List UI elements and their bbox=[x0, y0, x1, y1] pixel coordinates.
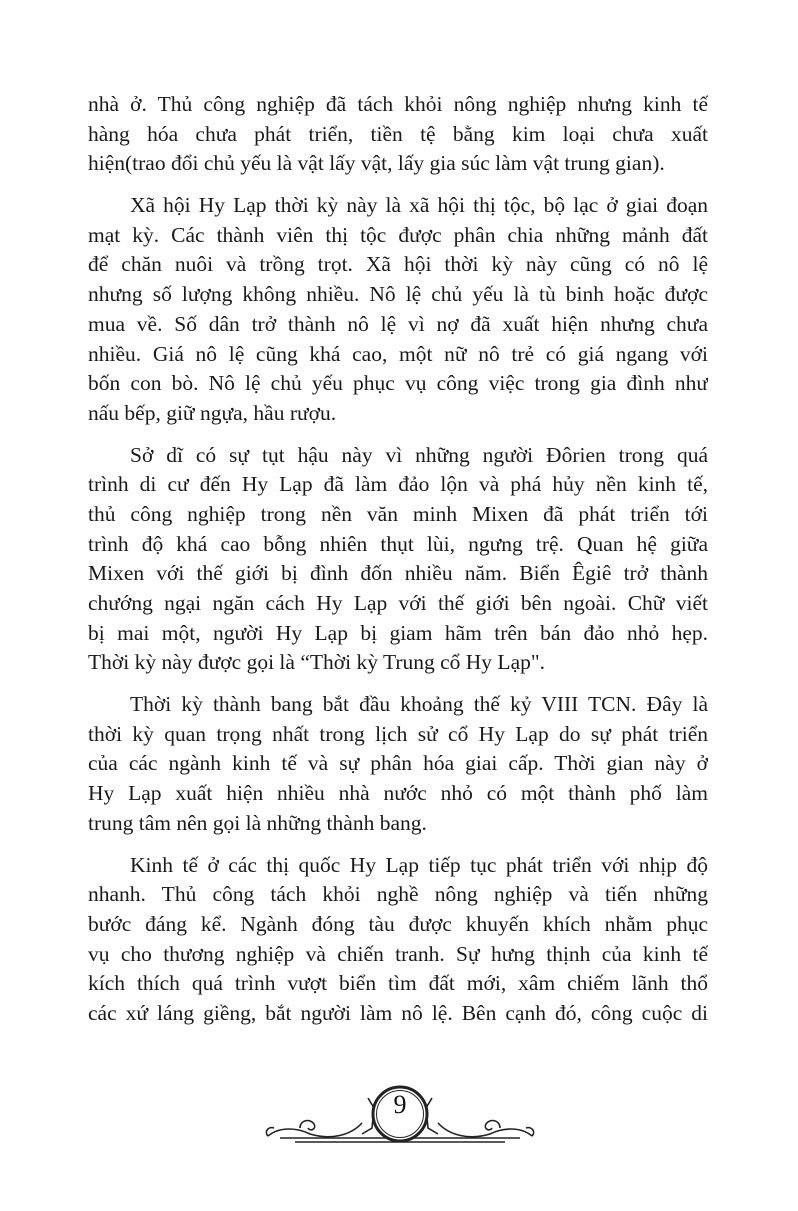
text-line: Sở dĩ có sự tụt hậu này vì những người Đôrien trong quá bbox=[130, 442, 708, 467]
text-line: Thời kỳ này được gọi là “Thời kỳ Trung cổ Hy Lạp". bbox=[88, 650, 546, 675]
paragraph bbox=[88, 690, 708, 838]
text-line: nhưng số lượng không nhiều. Nô lệ chủ yếu là tù binh hoặc được bbox=[88, 282, 708, 307]
text-line: Mixen với thế giới bị đình đốn nhiều năm. Biển Êgiê trở thành bbox=[88, 561, 708, 586]
page-footer-ornament bbox=[250, 1078, 550, 1153]
text-line: kích thích quá trình vượt biển tìm đất mới, xâm chiếm lãnh thổ bbox=[88, 971, 708, 996]
text-line: bước đáng kể. Ngành đóng tàu được khuyến khích nhằm phục bbox=[88, 911, 708, 936]
text-line: trình độ khá cao bỗng nhiên thụt lùi, ngưng trệ. Quan hệ giữa bbox=[88, 531, 708, 556]
body-text bbox=[88, 90, 708, 1041]
text-line: của các ngành kinh tế và sự phân hóa giai cấp. Thời gian này ở bbox=[88, 751, 708, 776]
text-line: nhà ở. Thủ công nghiệp đã tách khỏi nông nghiệp nhưng kinh tế bbox=[88, 92, 708, 116]
text-line: hiện(trao đổi chủ yếu là vật lấy vật, lấy gia súc làm vật trung gian). bbox=[88, 151, 665, 176]
text-line: nấu bếp, giữ ngựa, hầu rượu. bbox=[88, 400, 337, 425]
text-line: trung tâm nên gọi là những thành bang. bbox=[88, 810, 427, 835]
text-line: các xứ láng giềng, bắt người làm nô lệ. Bên cạnh đó, công cuộc di bbox=[88, 1000, 708, 1025]
text-line: Hy Lạp xuất hiện nhiều nhà nước nhỏ có một thành phố làm bbox=[88, 781, 708, 806]
text-line: chướng ngại ngăn cách Hy Lạp với thế giới bên ngoài. Chữ viết bbox=[88, 591, 708, 615]
text-line: Kinh tế ở các thị quốc Hy Lạp tiếp tục phát triển với nhịp độ bbox=[130, 852, 708, 877]
paragraph bbox=[88, 191, 708, 429]
page-number: 9 bbox=[393, 1090, 407, 1119]
text-line: trình di cư đến Hy Lạp đã làm đảo lộn và phá hủy nền kinh tế, bbox=[88, 472, 708, 497]
text-line: hàng hóa chưa phát triển, tiền tệ bằng kim loại chưa xuất bbox=[88, 121, 708, 146]
text-line: vụ cho thương nghiệp và chiến tranh. Sự hưng thịnh của kinh tế bbox=[88, 941, 708, 966]
text-line: bị mai một, người Hy Lạp bị giam hãm trên bán đảo nhỏ hẹp. bbox=[88, 620, 708, 645]
text-line: mạt kỳ. Các thành viên thị tộc được phân chia những mảnh đất bbox=[88, 222, 708, 247]
text-line: bốn con bò. Nô lệ chủ yếu phục vụ công việc trong gia đình như bbox=[88, 371, 708, 396]
text-line: thủ công nghiệp trong nền văn minh Mixen đã phát triển tới bbox=[88, 501, 708, 526]
text-line: để chăn nuôi và trồng trọt. Xã hội thời kỳ này cũng có nô lệ bbox=[88, 252, 708, 277]
text-line: thời kỳ quan trọng nhất trong lịch sử cổ Hy Lạp do sự phát triển bbox=[88, 721, 708, 746]
paragraph bbox=[88, 441, 708, 679]
text-line: Xã hội Hy Lạp thời kỳ này là xã hội thị tộc, bộ lạc ở giai đoạn bbox=[130, 193, 708, 218]
paragraph bbox=[88, 851, 708, 1029]
text-line: mua về. Số dân trở thành nô lệ vì nợ đã xuất hiện nhưng chưa bbox=[88, 311, 708, 336]
paragraph bbox=[88, 90, 708, 179]
text-line: Thời kỳ thành bang bắt đầu khoảng thế kỷ VIII TCN. Đây là bbox=[130, 692, 708, 717]
text-line: nhanh. Thủ công tách khỏi nghề nông nghiệp và tiến những bbox=[88, 882, 708, 907]
text-line: nhiều. Giá nô lệ cũng khá cao, một nữ nô trẻ có giá ngang với bbox=[88, 341, 708, 366]
